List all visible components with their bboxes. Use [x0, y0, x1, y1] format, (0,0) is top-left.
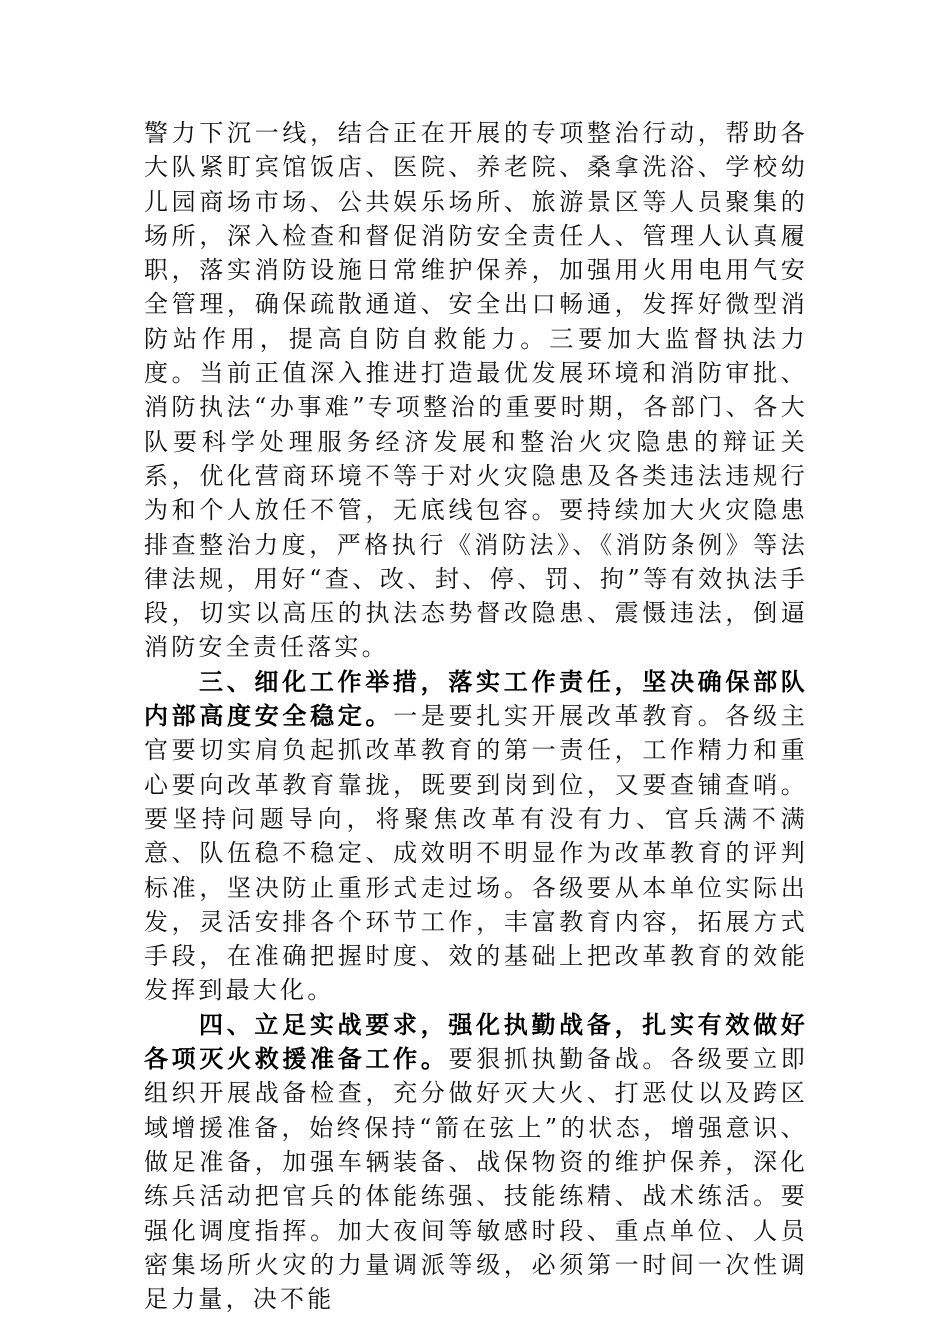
section-heading: 四、立足实战要求，强化执勤战备，扎实有效做好各项灭火救援准备工作。: [144, 1010, 808, 1074]
paragraph-continuation: [144, 116, 808, 665]
paragraph-text: 要狠抓执勤备战。各级要立即组织开展战备检查，充分做好灭大火、打恶仗以及跨区域增援准备，始终保持“箭在弦上”的状态，增强意识、做足准备，加强车辆装备、战保物资的维护保养，深化练兵活动把官兵的体能练强、技能练精、战术练活。要强化调度指挥。加大夜间等敏感时段、重点单位、人员密集场所火灾的力量调派等级，必须第一时间一次性调足力量，决不能: [144, 1045, 808, 1314]
section-heading: 三、细化工作举措，落实工作责任，坚决确保部队内部高度安全稳定。: [144, 667, 808, 731]
paragraph-section-three: [144, 665, 808, 1008]
document-body: [144, 116, 808, 1316]
paragraph-text: 一是要扎实开展改革教育。各级主官要切实肩负起抓改革教育的第一责任，工作精力和重心要向改革教育靠拢，既要到岗到位，又要查铺查哨。要坚持问题导向，将聚焦改革有没有力、官兵满不满意、队伍稳不稳定、成效明不明显作为改革教育的评判标准，坚决防止重形式走过场。各级要从本单位实际出发，灵活安排各个环节工作，丰富教育内容，拓展方式手段，在准确把握时度、效的基础上把改革教育的效能发挥到最大化。: [144, 702, 808, 1005]
paragraph-text: 警力下沉一线，结合正在开展的专项整治行动，帮助各大队紧盯宾馆饭店、医院、养老院、桑拿洗浴、学校幼儿园商场市场、公共娱乐场所、旅游景区等人员聚集的场所，深入检查和督促消防安全责任人、管理人认真履职，落实消防设施日常维护保养，加强用火用电用气安全管理，确保疏散通道、安全出口畅通，发挥好微型消防站作用，提高自防自救能力。三要加大监督执法力度。当前正值深入推进打造最优发展环境和消防审批、消防执法“办事难”专项整治的重要时期，各部门、各大队要科学处理服务经济发展和整治火灾隐患的辩证关系，优化营商环境不等于对火灾隐患及各类违法违规行为和个人放任不管，无底线包容。要持续加大火灾隐患排查整治力度，严格执行《消防法》、《消防条例》等法律法规，用好“查、改、封、停、罚、拘”等有效执法手段，切实以高压的执法态势督改隐患、震慑违法，倒逼消防安全责任落实。: [144, 119, 808, 662]
paragraph-section-four: [144, 1008, 808, 1317]
